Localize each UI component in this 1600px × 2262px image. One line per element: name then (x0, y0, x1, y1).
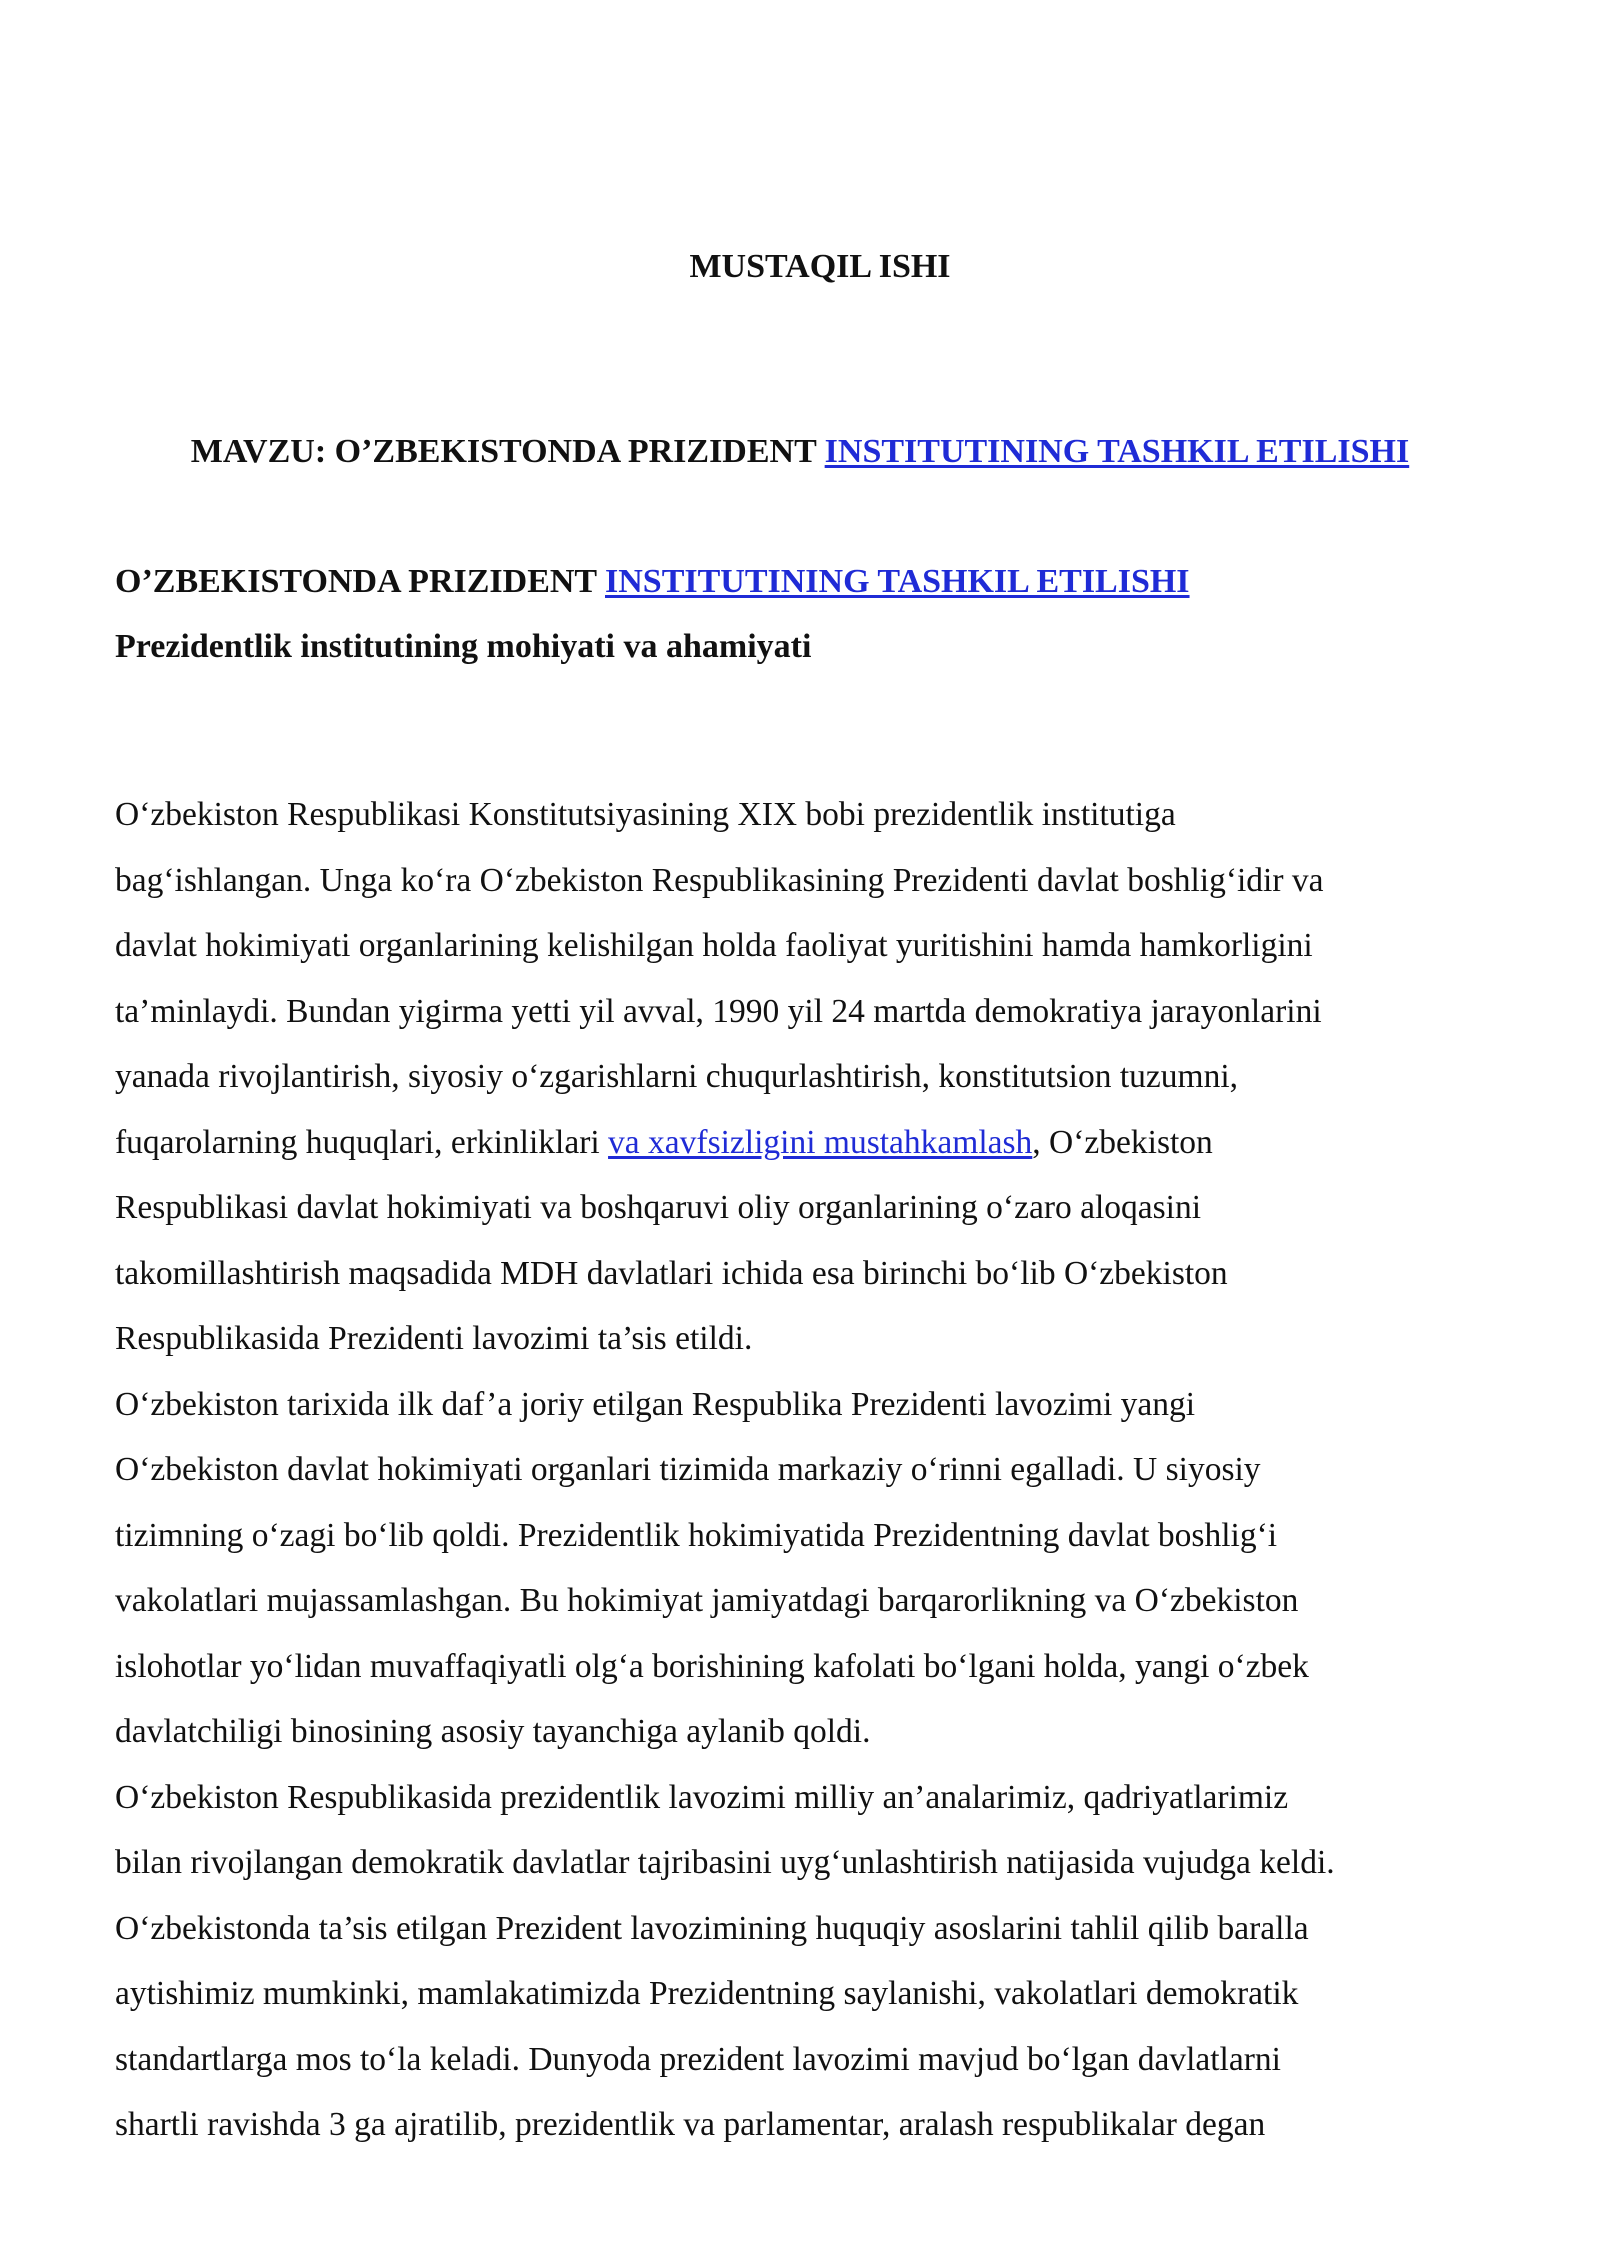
text-line: ta’minlaydi. Bundan yigirma yetti yil avval, 1990 yil 24 martda demokratiya jarayonlarini (115, 992, 1322, 1030)
body-text (115, 782, 1515, 2158)
section-subheading: Prezidentlik institutining mohiyati va ahamiyati (115, 628, 812, 665)
heading-prefix: O’ZBEKISTONDA PRIZIDENT (115, 563, 605, 600)
paragraph-3 (115, 1765, 1515, 2158)
paragraph-1 (115, 782, 1515, 1372)
paragraph-2 (115, 1372, 1515, 1765)
text-line: shartli ravishda 3 ga ajratilib, prezidentlik va parlamentar, aralash respublikalar degan (115, 2106, 1266, 2143)
text-line: bilan rivojlangan demokratik davlatlar tajribasini uyg‘unlashtirish natijasida vujudga keldi. (115, 1844, 1335, 1881)
text-line: O‘zbekiston tarixida ilk daf’a joriy etilgan Respublika Prezidenti lavozimi yangi (115, 1385, 1196, 1423)
section-heading (115, 562, 1190, 602)
text-line: bag‘ishlangan. Unga ko‘ra O‘zbekiston Respublikasining Prezidenti davlat boshlig‘idir va (115, 861, 1324, 899)
text-line: islohotlar yo‘lidan muvaffaqiyatli olg‘a borishining kafolati bo‘lgani holda, yangi o‘zbek (115, 1647, 1309, 1685)
text-line: O‘zbekiston Respublikasi Konstitutsiyasining XIX bobi prezidentlik institutiga (115, 796, 1176, 833)
text-line: O‘zbekistonda ta’sis etilgan Prezident lavozimining huquqiy asoslarini tahlil qilib baralla (115, 1909, 1309, 1947)
link-line-after: , O‘zbekiston (1032, 1123, 1213, 1161)
text-line: yanada rivojlantirish, siyosiy o‘zgarishlarni chuqurlashtirish, konstitutsion tuzumni, (115, 1058, 1239, 1095)
text-line: Respublikasida Prezidenti lavozimi ta’sis etildi. (115, 1320, 753, 1357)
topic-line (0, 432, 1600, 472)
text-line: Respublikasi davlat hokimiyati va boshqaruvi oliy organlarining o‘zaro aloqasini (115, 1189, 1202, 1226)
topic-prefix: MAVZU: O’ZBEKISTONDA PRIZIDENT (190, 433, 825, 470)
text-line: standartlarga mos to‘la keladi. Dunyoda prezident lavozimi mavjud bo‘lgan davlatlarni (115, 2040, 1281, 2078)
text-line: O‘zbekiston Respublikasida prezidentlik lavozimi milliy an’analarimiz, qadriyatlarimiz (115, 1778, 1289, 1816)
heading-link[interactable]: INSTITUTINING TASHKIL ETILISHI (605, 563, 1190, 600)
link-line-before: fuqarolarning huquqlari, erkinliklari (115, 1123, 609, 1161)
text-line: takomillashtirish maqsadida MDH davlatlari ichida esa birinchi bo‘lib O‘zbekiston (115, 1254, 1228, 1292)
text-line: davlatchiligi binosining asosiy tayanchiga aylanib qoldi. (115, 1713, 871, 1750)
text-line: davlat hokimiyati organlarining kelishilgan holda faoliyat yuritishini hamda hamkorligini (115, 927, 1313, 964)
text-line: vakolatlari mujassamlashgan. Bu hokimiyat jamiyatdagi barqarorlikning va O‘zbekiston (115, 1582, 1299, 1619)
text-line-with-link (115, 1110, 1515, 1176)
text-line: aytishimiz mumkinki, mamlakatimizda Prezidentning saylanishi, vakolatlari demokratik (115, 1975, 1299, 2012)
topic-link[interactable]: INSTITUTINING TASHKIL ETILISHI (824, 433, 1410, 470)
document-title: MUSTAQIL ISHI (689, 248, 951, 285)
text-line: tizimning o‘zagi bo‘lib qoldi. Prezidentlik hokimiyatida Prezidentning davlat boshlig‘i (115, 1516, 1278, 1554)
security-link[interactable]: va xavfsizligini mustahkamlash (608, 1123, 1033, 1161)
text-line: O‘zbekiston davlat hokimiyati organlari tizimida markaziy o‘rinni egalladi. U siyosiy (115, 1451, 1261, 1488)
